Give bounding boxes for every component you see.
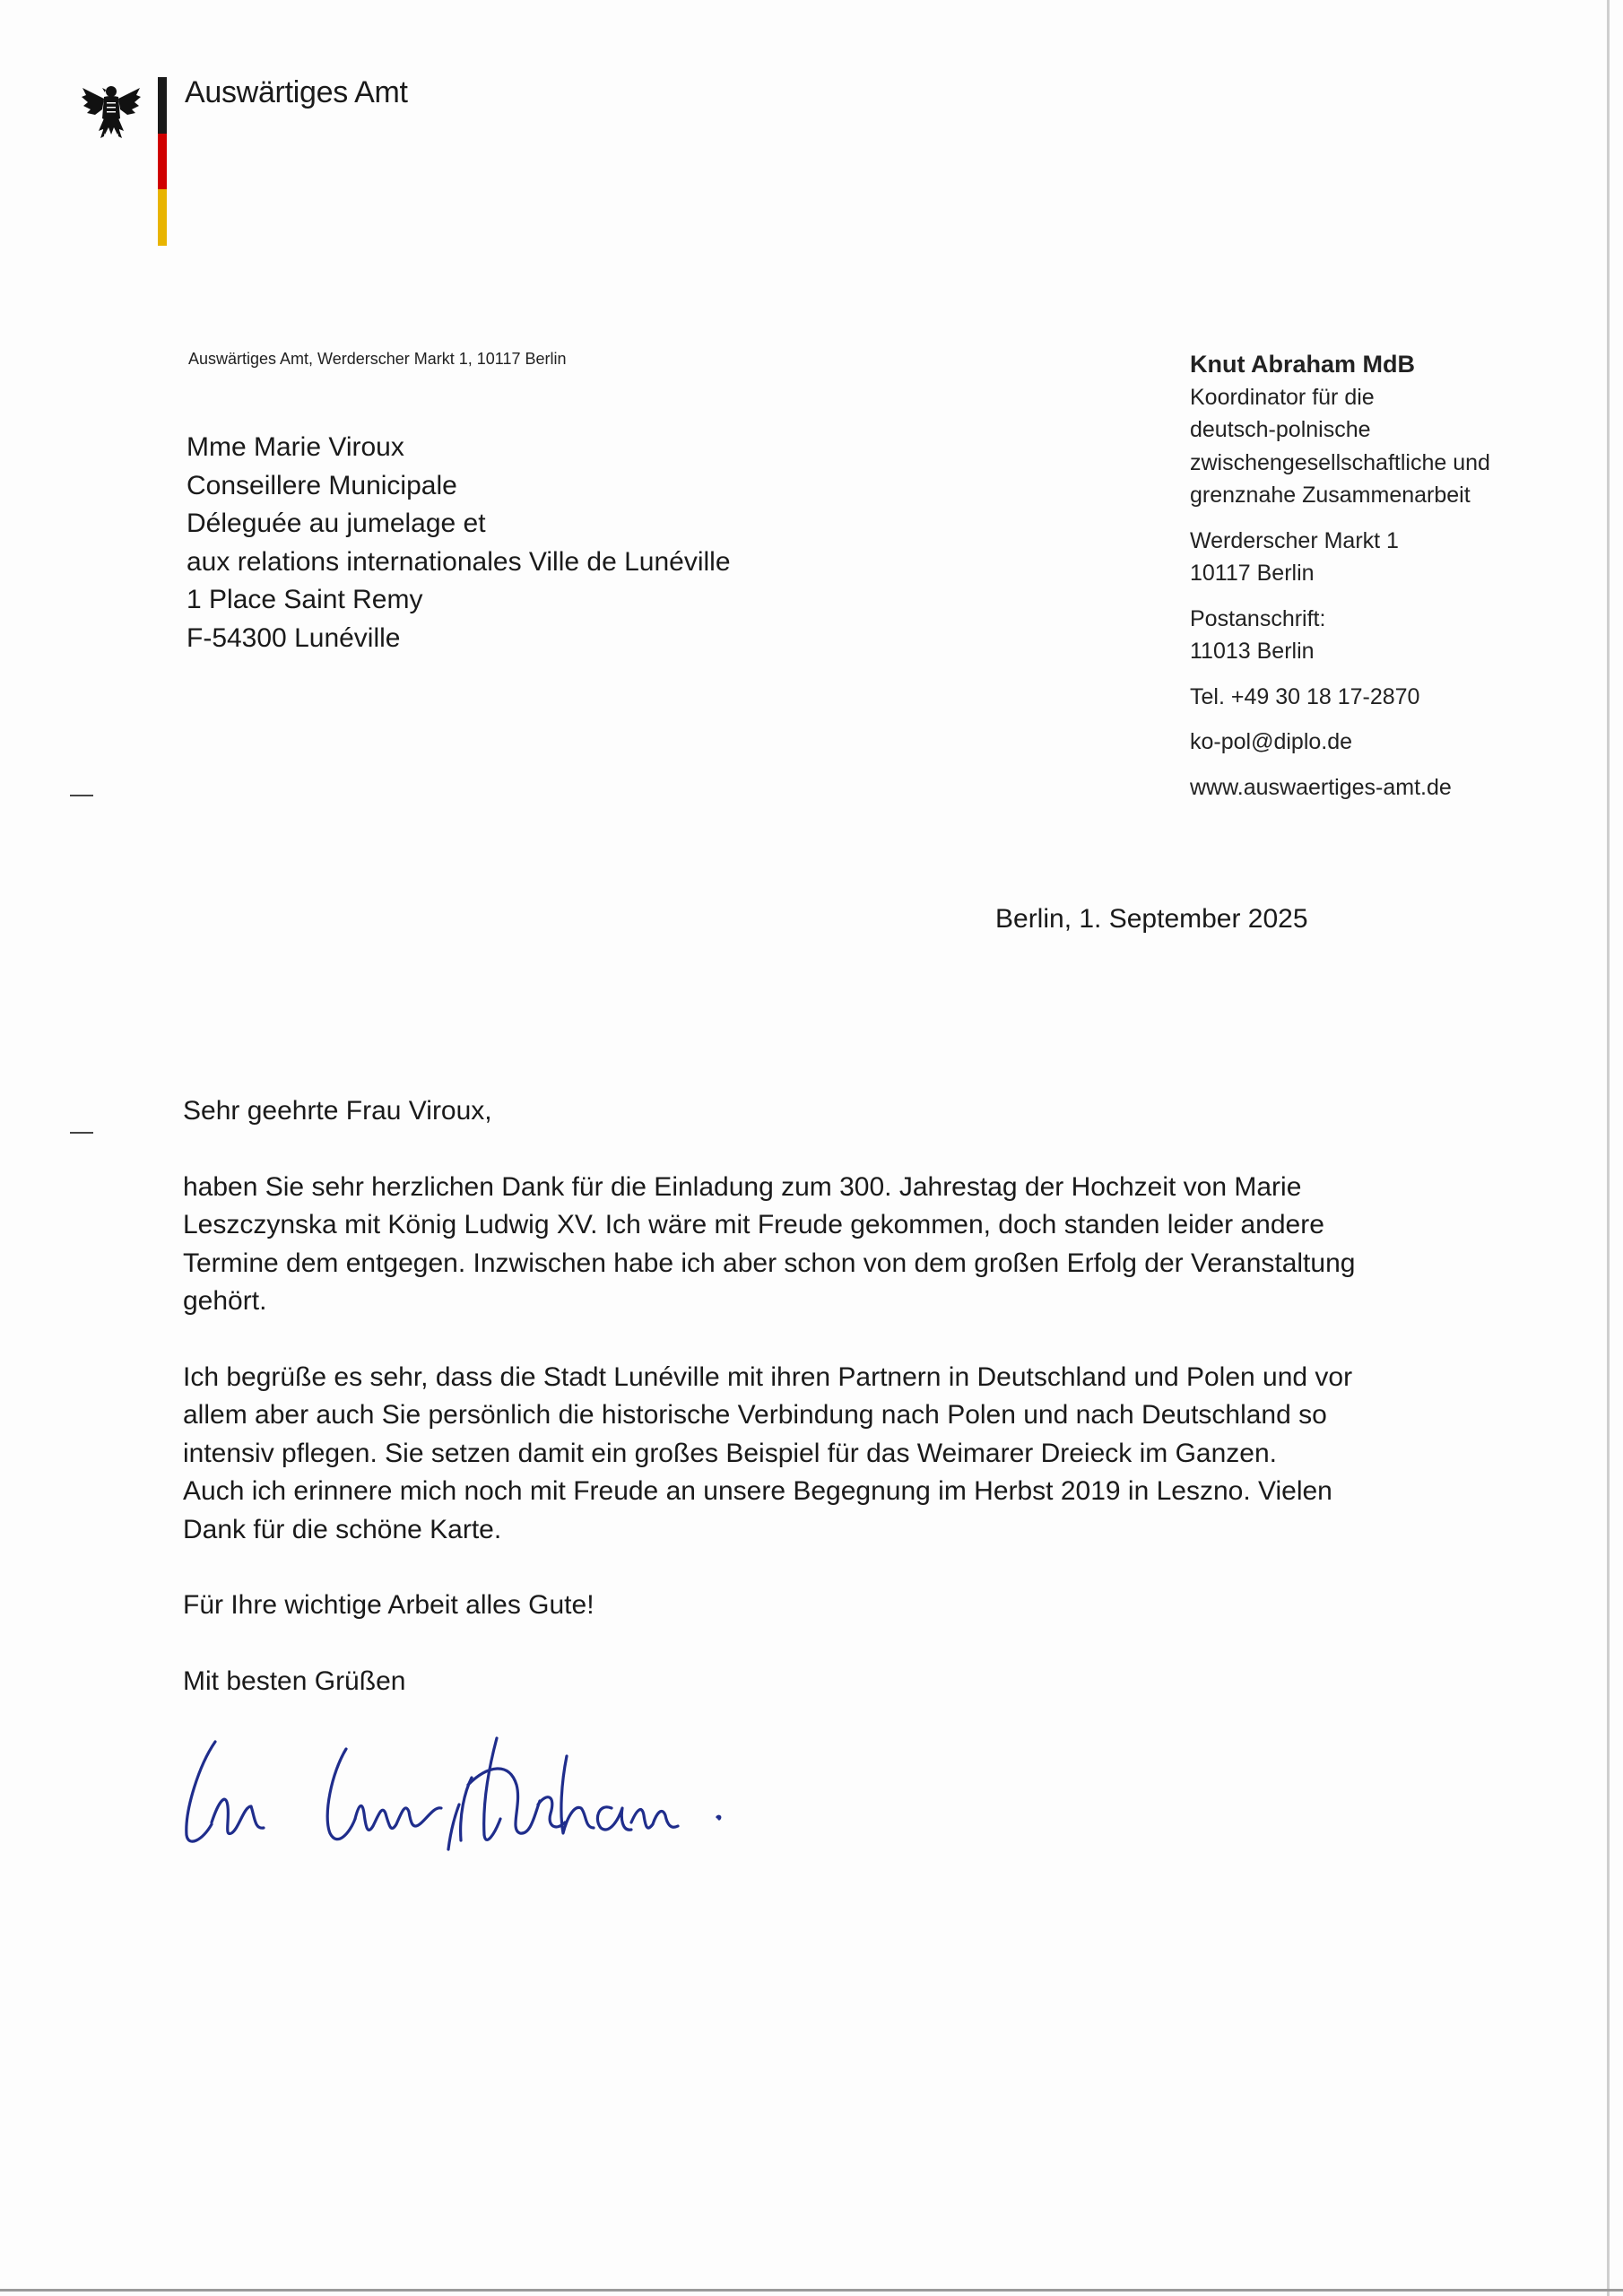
sender-role-line: deutsch-polnische (1190, 417, 1371, 442)
sender-role-line: zwischengesellschaftliche und (1190, 449, 1490, 475)
sender-role-line: Koordinator für die (1190, 384, 1375, 410)
fold-mark-middle (70, 1132, 93, 1134)
closing-wishes: Für Ihre wichtige Arbeit alles Gute! (183, 1590, 595, 1620)
brand-name: Auswärtiges Amt (185, 75, 408, 109)
body-line: Ich begrüße es sehr, dass die Stadt Lunéville mit ihren Partnern in Deutschland und Polen und vor (183, 1361, 1353, 1392)
body-line: allem aber auch Sie persönlich die historische Verbindung nach Polen und nach Deutschland so (183, 1400, 1327, 1430)
paragraph-2 (183, 1359, 1384, 1550)
federal-eagle-icon (79, 79, 143, 144)
salutation: Sehr geehrte Frau Viroux, (183, 1096, 492, 1126)
sender-info (1190, 348, 1490, 804)
flag-stripe-gold (158, 189, 167, 246)
body-line: Termine dem entgegen. Inzwischen habe ich aber schon von dem großen Erfolg der Veranstaltung (183, 1248, 1356, 1278)
paragraph-1 (183, 1169, 1384, 1321)
recipient-line: 1 Place Saint Remy (187, 585, 423, 614)
body-line: haben Sie sehr herzlichen Dank für die Einladung zum 300. Jahrestag der Hochzeit von Marie (183, 1171, 1302, 1202)
body-line: gehört. (183, 1286, 267, 1316)
sender-role-line: grenznahe Zusammenarbeit (1190, 483, 1471, 508)
recipient-line: Mme Marie Viroux (187, 432, 404, 462)
closing-phrase: Mit besten Grüßen (183, 1665, 406, 1696)
sender-street: Werderscher Markt 1 (1190, 527, 1399, 553)
flag-stripe-black (158, 77, 167, 134)
recipient-line: F-54300 Lunéville (187, 622, 401, 653)
scan-edge-bottom (0, 2289, 1623, 2292)
body-line: Dank für die schöne Karte. (183, 1514, 502, 1544)
body-line: Leszczynska mit König Ludwig XV. Ich wäre mit Freude gekommen, doch standen leider andere (183, 1210, 1324, 1239)
postal-city: 11013 Berlin (1190, 639, 1315, 664)
fold-mark-top (70, 795, 93, 796)
recipient-line: Déleguée au jumelage et (187, 509, 486, 538)
flag-stripe-red (158, 134, 167, 190)
scan-edge-right (1607, 0, 1610, 2296)
body-line: Auch ich erinnere mich noch mit Freude an unsere Begegnung im Herbst 2019 in Leszno. Vielen (183, 1476, 1332, 1506)
recipient-address (187, 429, 731, 657)
recipient-line: aux relations internationales Ville de Lunéville (187, 546, 731, 577)
postal-label: Postanschrift: (1190, 605, 1326, 631)
sender-phone: Tel. +49 30 18 17-2870 (1190, 683, 1420, 709)
return-address: Auswärtiges Amt, Werderscher Markt 1, 10117 Berlin (188, 350, 567, 368)
sender-email: ko-pol@diplo.de (1190, 729, 1353, 754)
recipient-line: Conseillere Municipale (187, 470, 457, 500)
sender-website: www.auswaertiges-amt.de (1190, 774, 1452, 800)
flag-bar (158, 77, 167, 246)
sender-name: Knut Abraham MdB (1190, 351, 1415, 378)
handwritten-signature (179, 1729, 897, 1855)
body-line: intensiv pflegen. Sie setzen damit ein großes Beispiel für das Weimarer Dreieck im Ganzen. (183, 1438, 1277, 1468)
letter-body (183, 1092, 1384, 1700)
letter-date: Berlin, 1. September 2025 (995, 904, 1308, 934)
sender-city: 10117 Berlin (1190, 561, 1315, 586)
